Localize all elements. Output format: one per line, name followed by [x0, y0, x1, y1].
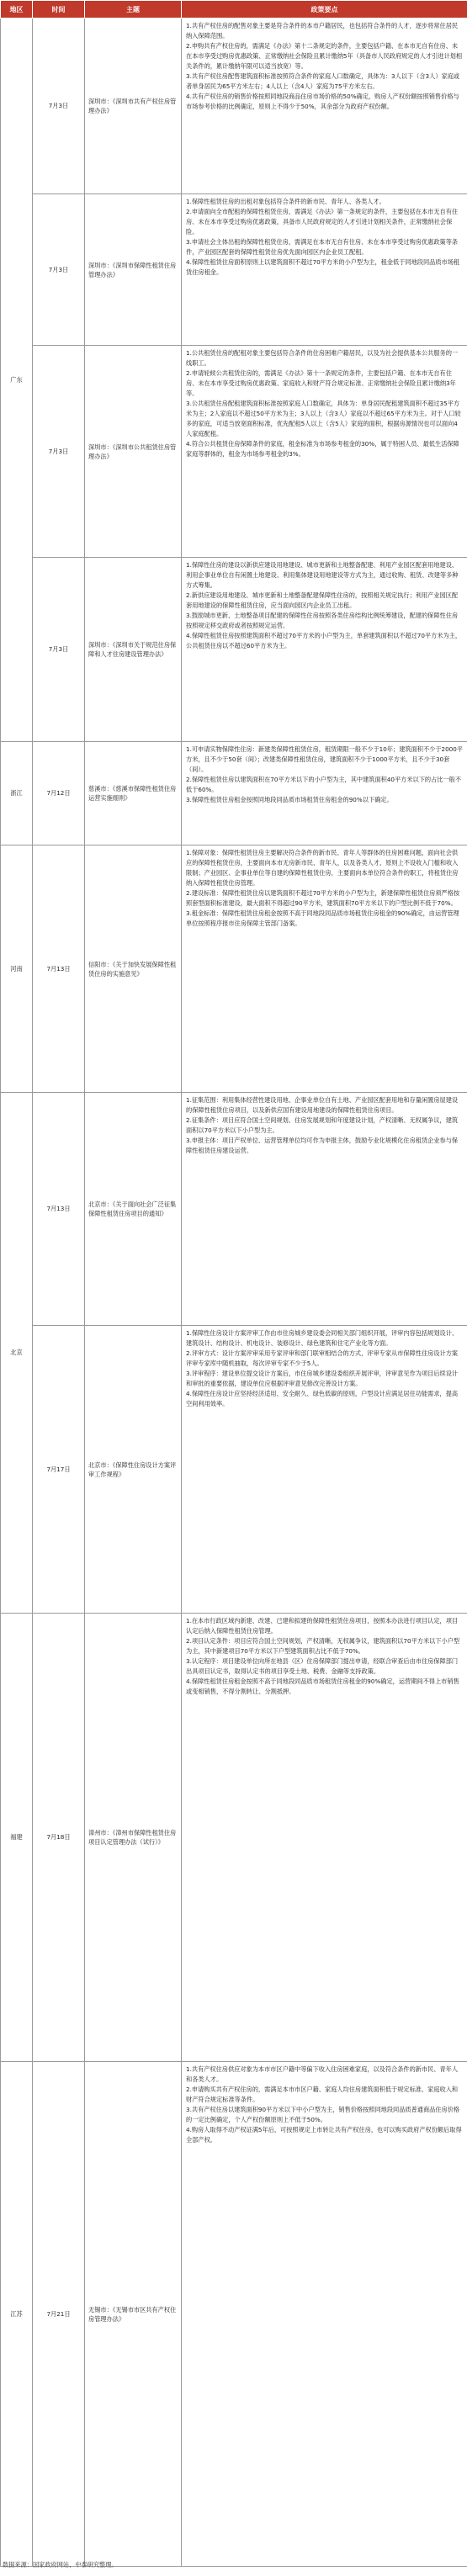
date-cell: 7月13日 [33, 845, 85, 1093]
theme-cell: 深圳市：《深圳市共有产权住房管理办法》 [85, 19, 182, 194]
policy-point: 3.评审程序：建设单位提交设计方案后，市住房城乡建设委组织开展评审，评审意见作为项目后续设计和审批的重要依据，建设单位应根据评审意见修改完善设计方案。 [186, 1370, 459, 1387]
policy-points-cell [182, 19, 467, 194]
header-theme: 主题 [85, 1, 182, 19]
theme-cell: 北京市：《关于面向社会广泛征集保障性租赁住房项目的通知》 [85, 1093, 182, 1326]
policy-point: 1.保障性住房设计方案评审工作由市住房城乡建设委会同相关部门组织开展，评审内容包括规划设计、建筑设计、结构设计、机电设计、装修设计、绿色建筑和住宅产业化等方面。 [186, 1329, 459, 1347]
policy-points-cell [182, 2062, 467, 2567]
theme-cell: 北京市：《保障性住房设计方案评审工作规程》 [85, 1326, 182, 1614]
policy-point: 2.新供应建设用地建设、城市更新和土地整备配建保障性住房的，按照相关规定执行；利用产业园区配套用地建设的保障性租赁住房，应当面向园区内企业员工出租。 [186, 591, 459, 609]
policy-point: 1.公共租赁住房的配租对象主要包括符合条件的住房困难户籍居民，以及为社会提供基本公共服务的一线职工。 [186, 349, 459, 367]
date-cell: 7月13日 [33, 1093, 85, 1326]
policy-point: 4.购房人取得不动产权证满5年后，可按照规定上市转让共有产权住房，也可以购买政府产权份额后取得全部产权。 [186, 2126, 462, 2144]
policy-point: 2.征集条件：项目应符合国土空间规划、住房发展规划和年度建设计划，产权清晰、无权属争议，建筑面积以70平方米以下小户型为主。 [186, 1116, 459, 1134]
policy-point: 4.符合公共租赁住房保障条件的家庭，租金标准为市场参考租金的30%，属于特困人员、最低生活保障家庭等群体的，租金为市场参考租金的3%。 [186, 440, 459, 458]
date-cell: 7月21日 [33, 2062, 85, 2567]
date-cell: 7月3日 [33, 346, 85, 558]
policy-points-cell [182, 558, 467, 742]
policy-point: 3.申请社会主体出租的保障性租赁住房，需满足在本市无自有住房、未在本市享受过购房优惠政策等条件，产业园区配套的保障性租赁住房优先面向园区内企业员工配租。 [186, 238, 459, 256]
policy-point: 1.保障对象：保障性租赁住房主要解决符合条件的新市民、青年人等群体的住房困难问题，面向社会供应的保障性租赁住房，主要面向本市无房新市民、青年人，以及各类人才，原则上不设收入门槛和收入限制；产业园区、企事业单位等自建的保障性租赁住房，主要面向本单位符合条件的职工，将租赁住房纳入保障性租赁住房管理。 [186, 849, 459, 887]
date-cell: 7月3日 [33, 194, 85, 346]
policy-points-cell [182, 845, 467, 1093]
policy-point: 2.评审方式：设计方案评审采用专家评审和部门联审相结合的方式，评审专家从市保障性住房设计方案评审专家库中随机抽取，每次评审专家不少于5人。 [186, 1349, 459, 1367]
region-cell: 浙江 [1, 742, 33, 845]
theme-cell: 无锡市：《无锡市市区共有产权住房管理办法》 [85, 2062, 182, 2567]
table-row [1, 19, 467, 194]
policy-point: 3.共有产权住房以建筑面积90平方米以下中小户型为主，销售价格按照同地段同品质普通商品住房价格的一定比例确定，个人产权份额原则上不低于50%。 [186, 2106, 460, 2123]
policy-point: 3.公共租赁住房配租建筑面积标准按照家庭人口数确定，具体为：单身居民配租建筑面积不超过35平方米为主；2人家庭以不超过50平方米为主；3人以上（含3人）家庭以不超过65平方米为主。对于人口较多的家庭，可适当放宽面积标准，优先配租5人以上（含5人）家庭的面积，根据房源情况也可以面向4人家庭配租。 [186, 400, 461, 437]
region-cell: 北京 [1, 1093, 33, 1614]
policy-point: 1.共有产权住房供应对象为本市市区户籍中等偏下收入住房困难家庭，以及符合条件的新市民、青年人和各类人才。 [186, 2065, 459, 2083]
source-note: 数据来源：国家政府网站，中泰研究整理。 [3, 2561, 118, 2568]
table-row [1, 1093, 467, 1326]
policy-point: 2.建设标准：保障性租赁住房以建筑面积不超过70平方米的小户型为主，新建保障性租赁住房须严格按照套型面积标准建设，最大面积不得超过90平方米，建筑面积70平方米以下的户型比例不低于70%。 [186, 889, 460, 907]
policy-points-cell [182, 346, 467, 558]
policy-point: 4.保障性住房设计应坚持经济适用、安全耐久、绿色低碳的原则，户型设计应满足居住功能需求，提高空间利用效率。 [186, 1390, 459, 1407]
policy-point: 3.共有产权住房配售建筑面积标准按照符合条件的家庭人口数确定，具体为：3人以下（含3人）家庭或者单身居民为65平方米左右；4人以上（含4人）家庭为75平方米左右。 [186, 72, 460, 90]
date-cell: 7月17日 [33, 1326, 85, 1614]
policy-point: 4.保障性租赁住房按照建筑面积不超过70平方米的小户型为主，单套建筑面积以不超过70平方米为主，公共租赁住房以不超过60平方米为主。 [186, 632, 462, 649]
policy-point: 2.申请轮候公共租赁住房的，需满足《办法》第十一条规定的条件，主要包括户籍、在本市无自有住房、未在本市享受过购房优惠政策、家庭收入和财产符合规定标准、正常缴纳社会保险且累计缴纳3年等。 [186, 369, 456, 397]
theme-cell: 深圳市：《深圳市保障性租赁住房管理办法》 [85, 194, 182, 346]
policy-point: 2.申购共有产权住房的，需满足《办法》第十二条规定的条件，主要包括户籍、在本市无自有住房、未在本市享受过购房优惠政策、正常缴纳社会保险且累计缴纳5年（具备市人民政府规定的人才引进计划相关条件的，累计缴纳年限可以适当放宽）等。 [186, 42, 463, 70]
table-row [1, 742, 467, 845]
policy-points-cell [182, 194, 467, 346]
theme-cell: 漳州市：《漳州市保障性租赁住房项目认定管理办法（试行）》 [85, 1614, 182, 2062]
date-cell: 7月12日 [33, 742, 85, 845]
region-cell: 江苏 [1, 2062, 33, 2567]
policy-point: 3.认定程序：项目建设单位向所在地县（区）住房保障部门提出申请，经联合审查后由市住房保障部门出具项目认定书，取得认定书的项目享受土地、税费、金融等支持政策。 [186, 1657, 459, 1675]
date-cell: 7月18日 [33, 1614, 85, 2062]
table-row [1, 194, 467, 346]
policy-point: 1.征集范围：利用集体经营性建设用地、企事业单位自有土地、产业园区配套用地和存量闲置房屋建设的保障性租赁住房项目，以及新供应国有建设用地建设的保障性租赁住房项目。 [186, 1096, 459, 1114]
policy-point: 1.可申请实物保障性住房：新建类保障性租赁住房，租赁期限一般不少于10年；建筑面积不少于2000平方米，且不少于50套（间）；改建类保障性租赁住房，建筑面积不少于1000平方米，且不少于30套（间）。 [186, 745, 463, 773]
table-header-row [1, 1, 467, 19]
policy-points-cell [182, 1614, 467, 2062]
region-cell: 福建 [1, 1614, 33, 2062]
region-cell: 广东 [1, 19, 33, 742]
policy-point: 3.租金标准：保障性租赁住房租金按照不高于同地段同品质市场租赁住房租金的90%确定，由运营管理单位按照程序报市住房保障主管部门备案。 [186, 909, 459, 927]
policy-point: 2.申请购买共有产权住房的，需满足本市市区户籍、家庭人均住房建筑面积低于规定标准、家庭收入和财产符合规定标准等条件。 [186, 2086, 459, 2103]
policy-point: 1.保障性租赁住房的出租对象包括符合条件的新市民、青年人、各类人才。 [186, 198, 385, 205]
theme-cell: 深圳市：《深圳市关于规范住房保障和人才住房建设管理办法》 [85, 558, 182, 742]
table-row [1, 845, 467, 1093]
theme-cell: 深圳市：《深圳市公共租赁住房管理办法》 [85, 346, 182, 558]
table-row [1, 1614, 467, 2062]
header-region: 地区 [1, 1, 33, 19]
date-cell: 7月3日 [33, 19, 85, 194]
policy-points-cell [182, 1326, 467, 1614]
header-date: 时间 [33, 1, 85, 19]
policy-point: 2.项目认定条件：项目应符合国土空间规划，产权清晰，无权属争议，建筑面积以70平方米以下小户型为主，其中新建项目70平方米以下户型建筑面积占比不低于70%。 [186, 1637, 460, 1655]
table-row [1, 346, 467, 558]
theme-cell: 慈溪市：《慈溪市保障性租赁住房运营实施细则》 [85, 742, 182, 845]
policy-point: 1.保障性住房的建设以新供应建设用地建设、城市更新和土地整备配建、利用产业园区配套用地建设、利用企事业单位自有闲置土地建设、利用集体建设用地建设等方式为主，通过收购、租赁、改建等多种方式筹集。 [186, 561, 459, 589]
policy-point: 4.保障性租赁住房面积原则上以建筑面积不超过70平方米的小户型为主，租金低于同地段同品质市场租赁住房租金。 [186, 258, 460, 276]
region-cell: 河南 [1, 845, 33, 1093]
table-row [1, 2062, 467, 2567]
theme-cell: 信阳市：《关于加快发展保障性租赁住房的实施意见》 [85, 845, 182, 1093]
policy-point: 2.申请面向全市配租的保障性租赁住房，需满足《办法》第一条规定的条件，主要包括在本市无自有住房、未在本市享受过购房优惠政策，具备市人民政府规定的人才引进计划相关条件，正常缴纳社会保险。 [186, 208, 459, 236]
policy-points-cell [182, 742, 467, 845]
table-row [1, 1326, 467, 1614]
header-policy-points: 政策要点 [182, 1, 467, 19]
policy-point: 3.鼓励城市更新、土地整备项目配建的保障性住房按照各类住房结构比例统筹建设，配建的保障性住房按照规定移交政府或者按照规定运营。 [186, 612, 459, 629]
policy-point: 4.保障性租赁住房租金按照不高于同地段同品质市场租赁住房租金的90%确定，运营期间不得上市销售或变相销售，不得分割转让、分割抵押。 [186, 1678, 459, 1695]
policy-point: 1.在本市行政区域内新建、改建、已建和拟建的保障性租赁住房项目，按照本办法进行项目认定，项目认定后纳入保障性租赁住房管理。 [186, 1617, 459, 1635]
policy-point: 3.保障性租赁住房租金按照同地段同品质市场租赁住房租金的90%以下确定。 [186, 796, 393, 803]
table-row [1, 558, 467, 742]
policy-point: 1.共有产权住房的配售对象主要是符合条件的本市户籍居民，也包括符合条件的人才，逐步将常住居民纳入保障范围。 [186, 22, 459, 40]
policy-point: 3.申报主体：项目产权单位、运营管理单位均可作为申报主体，鼓励专业化规模化住房租赁企业参与保障性租赁住房建设运营。 [186, 1137, 459, 1154]
policy-points-cell [182, 1093, 467, 1326]
policy-point: 4.共有产权住房的销售价格按照同地段商品住房市场价格的50%确定，购房人产权份额按照销售价格与市场参考价格的比例确定，原则上不得少于50%，其余部分为政府产权份额。 [186, 93, 459, 110]
date-cell: 7月3日 [33, 558, 85, 742]
policy-point: 2.保障性租赁住房以建筑面积在70平方米以下的小户型为主，其中建筑面积40平方米以下的占比一般不低于60%。 [186, 776, 462, 793]
